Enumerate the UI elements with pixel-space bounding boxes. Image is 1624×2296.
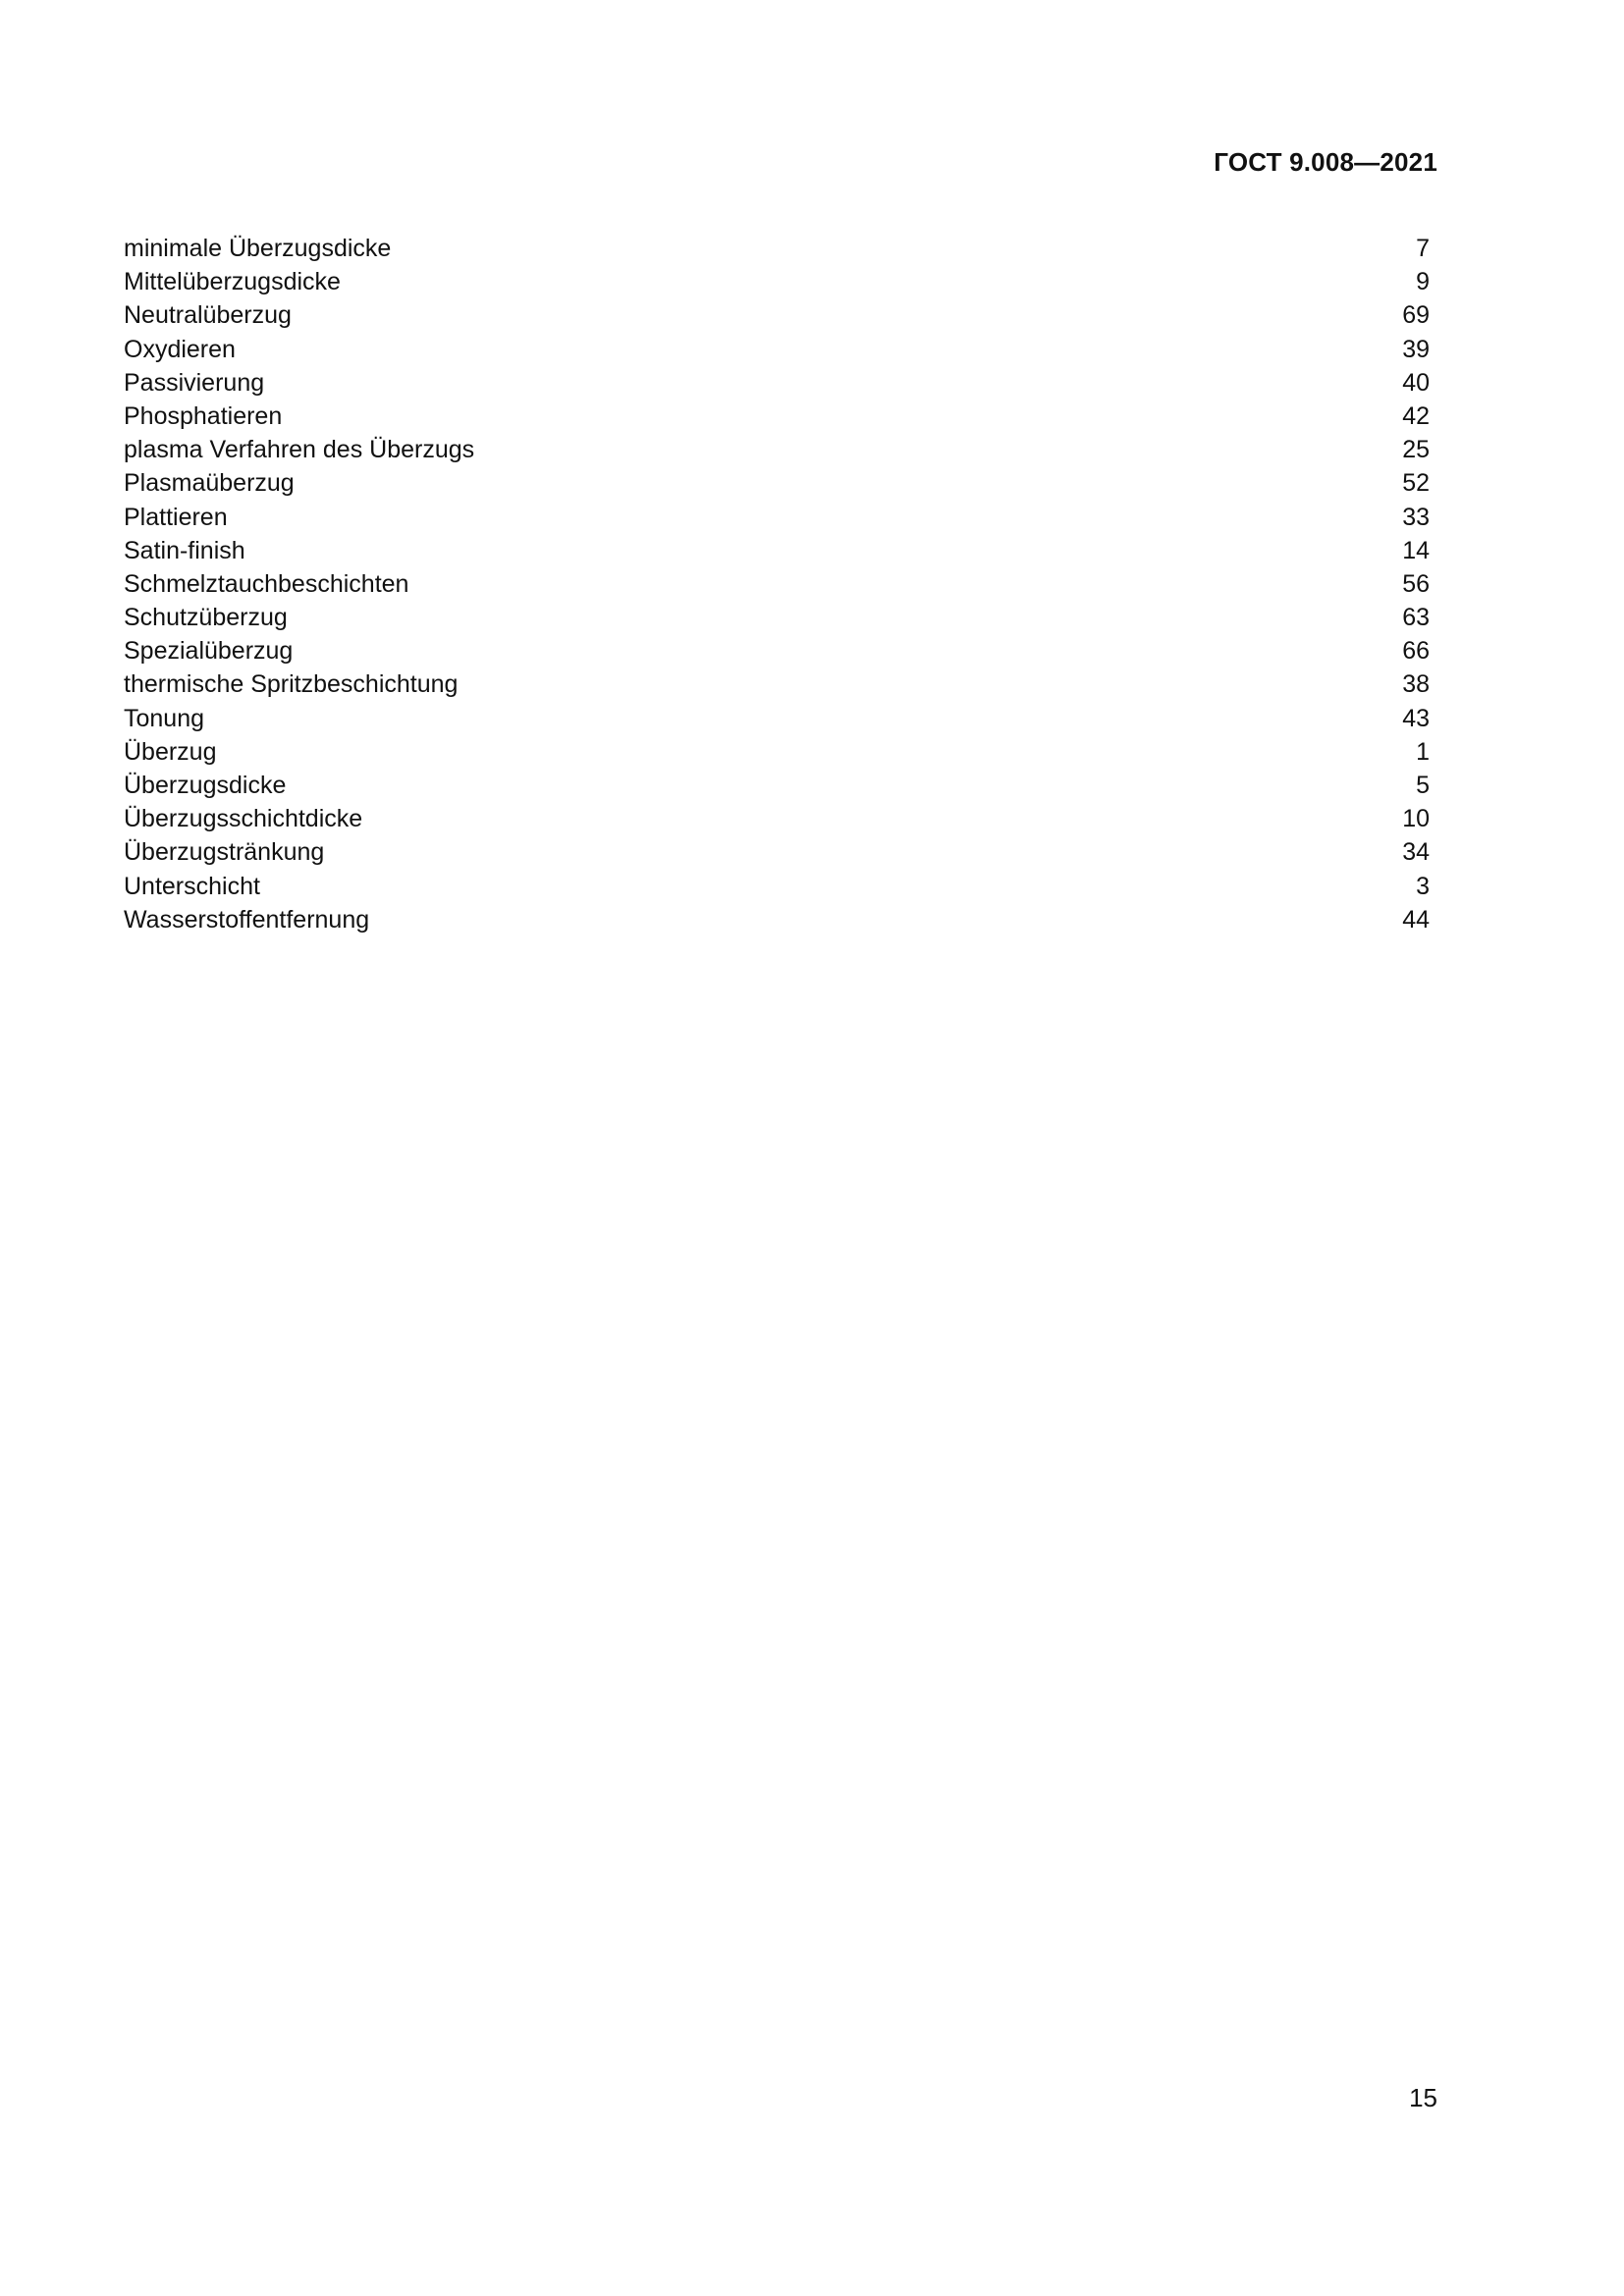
index-ref-number: 34 — [1402, 838, 1430, 867]
index-entry — [124, 870, 1430, 903]
index-term: Überzugstränkung — [124, 838, 325, 867]
index-ref-number: 39 — [1402, 335, 1430, 363]
index-term: Überzug — [124, 737, 217, 766]
index-entry — [124, 769, 1430, 802]
index-term: Wasserstoffentfernung — [124, 905, 370, 934]
index-term: Satin-finish — [124, 536, 245, 564]
index-entry — [124, 735, 1430, 769]
index-entry — [124, 433, 1430, 466]
index-entry — [124, 567, 1430, 601]
index-term: Schutzüberzug — [124, 604, 288, 632]
index-term: Spezialüberzug — [124, 637, 294, 666]
index-ref-number: 5 — [1416, 772, 1430, 799]
index-ref-number: 40 — [1402, 368, 1430, 397]
page-header-standard-code: ГОСТ 9.008—2021 — [1214, 147, 1437, 177]
index-ref-number: 25 — [1402, 436, 1430, 464]
index-ref-number: 66 — [1402, 637, 1430, 666]
index-entry — [124, 298, 1430, 332]
index-ref-number: 1 — [1416, 737, 1430, 766]
index-entry — [124, 534, 1430, 567]
index-entry — [124, 601, 1430, 634]
index-term: Schmelztauchbeschichten — [124, 569, 409, 598]
index-term: Neutralüberzug — [124, 301, 292, 330]
index-entry — [124, 903, 1430, 936]
index-entry — [124, 232, 1430, 265]
index-entry — [124, 400, 1430, 433]
index-term: thermische Spritzbeschichtung — [124, 670, 459, 699]
index-ref-number: 10 — [1402, 805, 1430, 833]
index-term: Passivierung — [124, 368, 265, 397]
index-entry — [124, 366, 1430, 400]
index-term: Überzugsschichtdicke — [124, 805, 363, 833]
index-term: Mittelüberzugsdicke — [124, 268, 341, 296]
index-entry — [124, 466, 1430, 500]
index-ref-number: 42 — [1402, 401, 1430, 430]
index-ref-number: 38 — [1402, 670, 1430, 699]
index-entry — [124, 333, 1430, 366]
index-ref-number: 69 — [1402, 301, 1430, 330]
index-entry — [124, 634, 1430, 667]
index-entry — [124, 667, 1430, 701]
index-entry — [124, 265, 1430, 298]
index-ref-number: 63 — [1402, 604, 1430, 632]
page-number: 15 — [1409, 2083, 1437, 2112]
index-ref-number: 56 — [1402, 569, 1430, 598]
index-term: plasma Verfahren des Überzugs — [124, 436, 475, 464]
index-ref-number: 52 — [1402, 469, 1430, 498]
term-index-list — [124, 232, 1430, 936]
index-ref-number: 14 — [1402, 536, 1430, 564]
index-term: Tonung — [124, 704, 205, 732]
index-ref-number: 33 — [1402, 503, 1430, 531]
index-term: Überzugsdicke — [124, 772, 287, 799]
index-entry — [124, 802, 1430, 835]
index-ref-number: 3 — [1416, 872, 1430, 900]
index-ref-number: 9 — [1416, 268, 1430, 296]
index-term: Plattieren — [124, 503, 228, 531]
index-ref-number: 7 — [1416, 235, 1430, 262]
index-ref-number: 44 — [1402, 905, 1430, 934]
index-term: Unterschicht — [124, 872, 260, 900]
index-term: Plasmaüberzug — [124, 469, 295, 498]
index-term: Phosphatieren — [124, 401, 283, 430]
index-entry — [124, 835, 1430, 869]
index-term: minimale Überzugsdicke — [124, 235, 392, 262]
index-ref-number: 43 — [1402, 704, 1430, 732]
index-entry — [124, 702, 1430, 735]
index-entry — [124, 501, 1430, 534]
index-term: Oxydieren — [124, 335, 236, 363]
